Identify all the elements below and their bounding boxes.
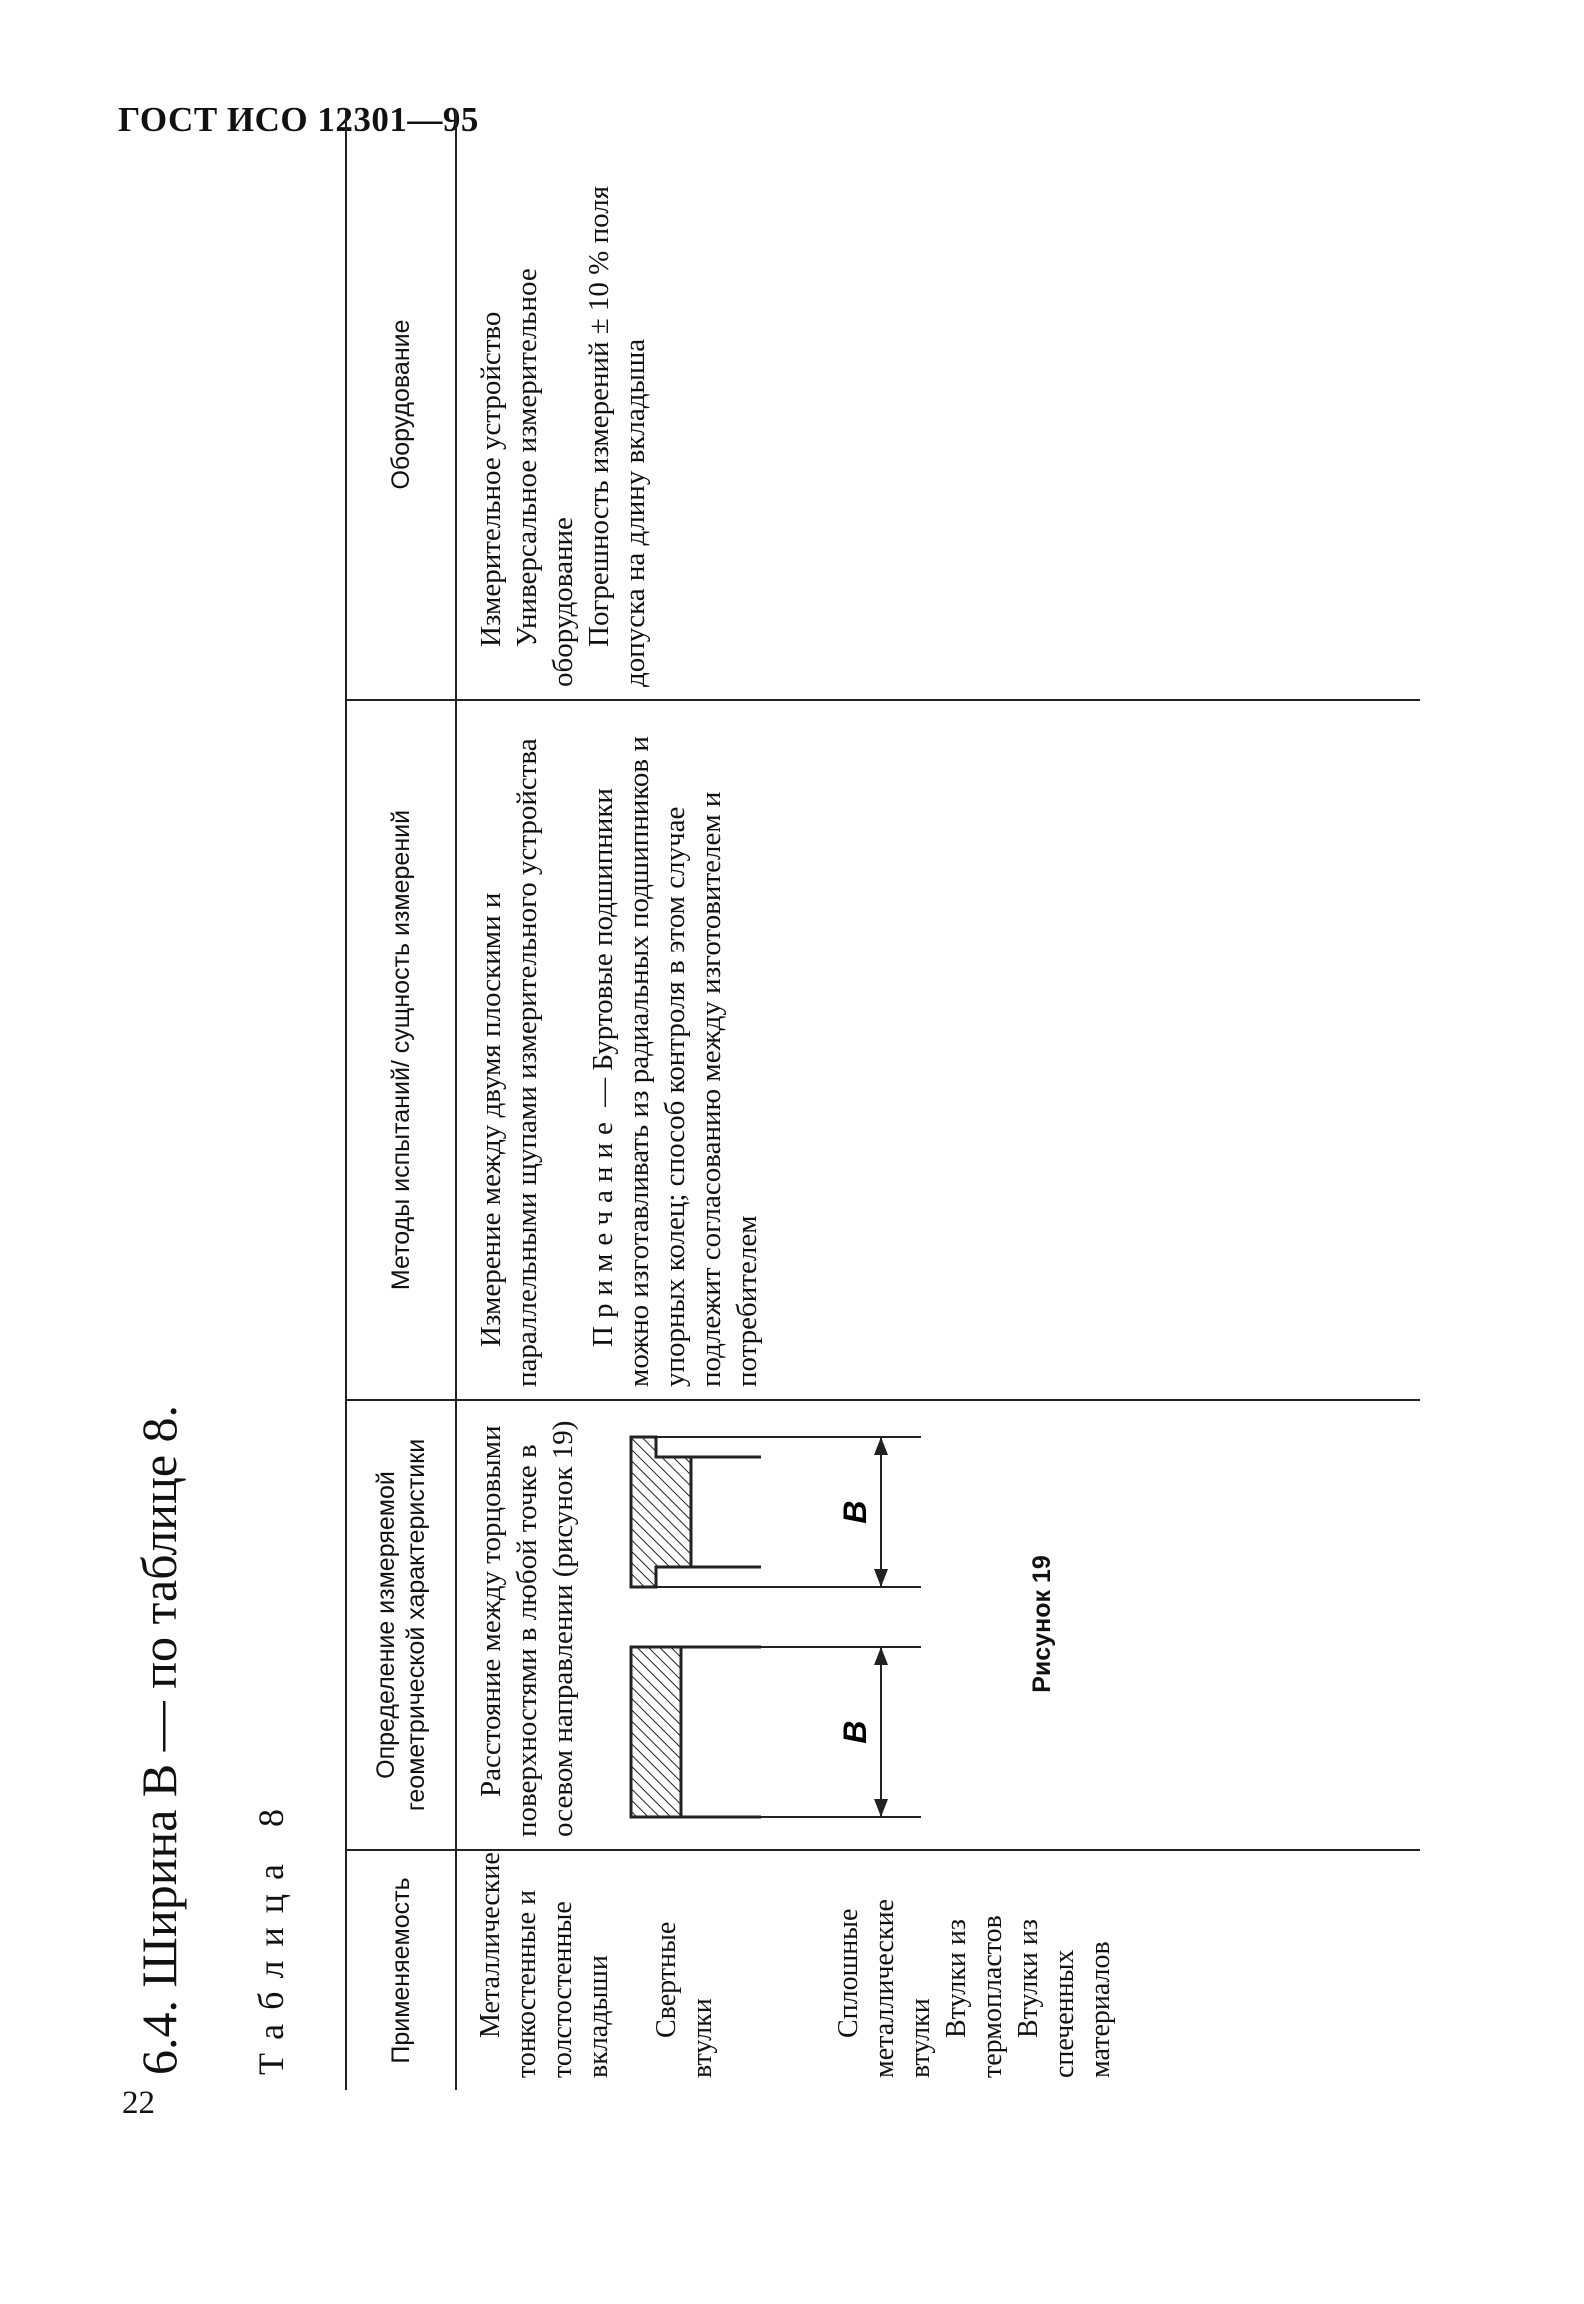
note-label: Примечание — [587, 1114, 619, 1347]
section-heading-text: 6.4. Ширина B — по таблице 8. — [131, 1404, 187, 2075]
equipment-item: Измерительное устройство — [475, 311, 507, 647]
equipment-item: Универсальное измерительное оборудование — [511, 268, 579, 687]
header-applicability: Применяемость — [346, 1850, 456, 2090]
applicability-cell — [456, 1850, 1420, 2090]
rotated-page-content — [110, 60, 1440, 2160]
applicability-item: Втулки из термопластов — [941, 1915, 1008, 2078]
equipment-item: Погрешность измерений ± 10 % поля допуска на длину вкладыша — [583, 185, 651, 687]
applicability-item: Сплошные металлические втулки — [833, 1899, 936, 2078]
methods-text: Измерение между двумя плоскими и параллельными щупами измерительного устройства — [475, 738, 543, 1387]
table-row — [456, 110, 1420, 2090]
figure-19 — [611, 1411, 1056, 1837]
header-equipment: Оборудование — [346, 110, 456, 700]
note-paragraph — [585, 711, 765, 1387]
note-text: — Буртовые подшипники можно изготавливать из радиальных подшипников и упорных колец; способ контроля в этом случае подлежит согласованию между изготовителем и потребителем — [587, 736, 763, 1387]
applicability-item: Втулки из спеченных материалов — [1013, 1919, 1116, 2078]
table-caption: Таблица 8 — [251, 1795, 291, 2075]
applicability-item: Металлические тонкостенные и толстостенные вкладыши — [475, 1852, 614, 2078]
applicability-item: Свертные втулки — [651, 1921, 718, 2078]
bushing-drawing — [611, 1417, 1011, 1837]
definition-cell — [456, 1400, 1420, 1850]
figure-caption: Рисунок 19 — [1028, 1555, 1056, 1693]
header-definition: Определение измеряемой геометрической характеристики — [346, 1400, 456, 1850]
table-8 — [345, 110, 1420, 2090]
header-methods: Методы испытаний/ сущность измерений — [346, 700, 456, 1400]
equipment-cell — [456, 110, 1420, 700]
table-header-row — [346, 110, 456, 2090]
plain-bushing-drawing — [631, 1647, 921, 1817]
definition-text: Расстояние между торцовыми поверхностями в любой точке в осевом направлении (рисунок 19) — [475, 1420, 579, 1837]
page-number: 22 — [122, 2085, 155, 2121]
dimension-label-b: B — [837, 1720, 873, 1744]
document-header: ГОСТ ИСО 12301—95 — [118, 100, 479, 139]
dimension-label-b: B — [837, 1500, 873, 1524]
flanged-bushing-drawing — [631, 1437, 921, 1587]
section-heading — [130, 1405, 188, 2075]
methods-cell — [456, 700, 1420, 1400]
